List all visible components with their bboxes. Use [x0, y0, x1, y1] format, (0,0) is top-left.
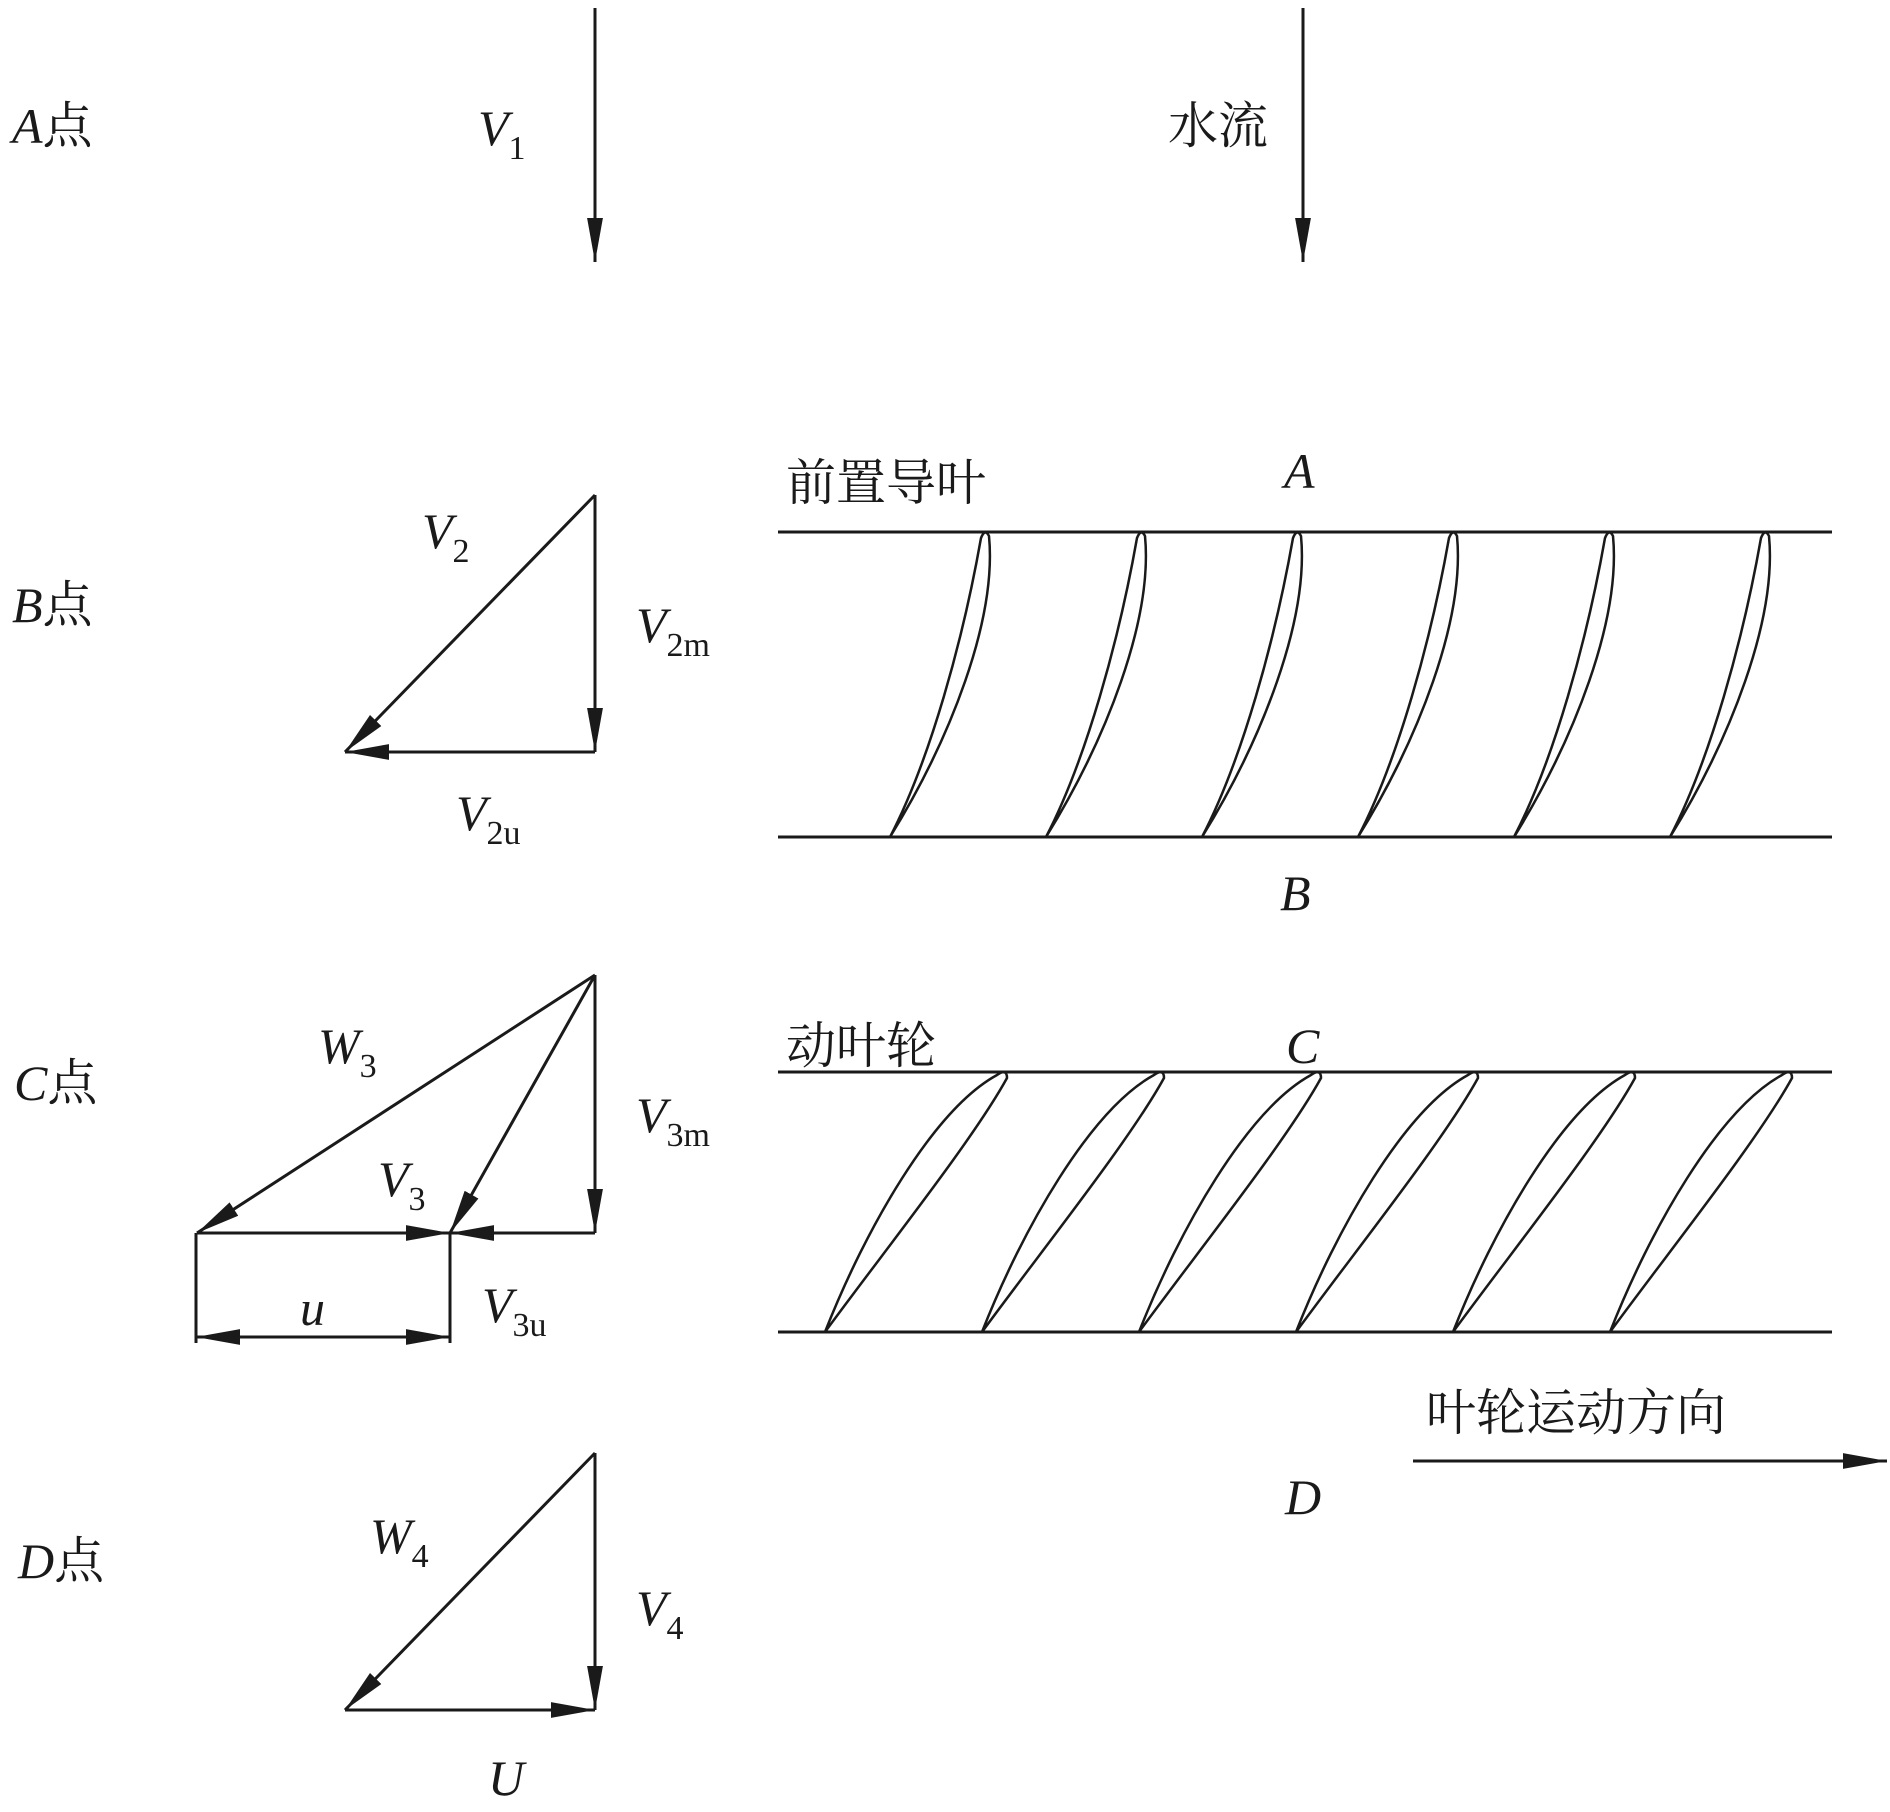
point-label-c: C点 — [14, 1054, 98, 1112]
v2m-label: $V_{2m}$ — [636, 597, 710, 664]
section-label-a: A — [1284, 443, 1315, 499]
guide-vane-blade — [1358, 532, 1458, 837]
rotor-blade — [1296, 1072, 1478, 1332]
v2-arrow — [345, 495, 595, 752]
rotor-label: 动叶轮 — [786, 1017, 936, 1075]
guide-vane-blade — [1670, 532, 1770, 837]
rotor-blade — [1453, 1072, 1635, 1332]
rotor-blade — [825, 1072, 1007, 1332]
guide-vane-blade — [1202, 532, 1302, 837]
v3u-label: $V_{3u}$ — [482, 1277, 547, 1344]
impeller-direction-label: 叶轮运动方向 — [1426, 1384, 1726, 1442]
w4-arrow — [345, 1453, 595, 1710]
U-label: U — [488, 1750, 525, 1806]
guide-vanes-blades — [890, 532, 1770, 837]
guide-vane-blade — [1514, 532, 1614, 837]
section-label-c: C — [1286, 1018, 1320, 1074]
section-label-b: B — [1280, 865, 1311, 921]
w4-label: $W_4$ — [370, 1508, 429, 1575]
section-label-d: D — [1285, 1469, 1322, 1525]
v3m-label: $V_{3m}$ — [636, 1087, 710, 1154]
u-label: u — [300, 1280, 325, 1336]
guide-vane-blade — [890, 532, 990, 837]
v4-label: $V_4$ — [636, 1580, 684, 1647]
w3-label: $W_3$ — [318, 1018, 377, 1085]
point-label-b: B点 — [12, 576, 93, 634]
v2u-label: $V_{2u}$ — [456, 785, 521, 852]
rotor-blades — [825, 1072, 1792, 1332]
point-label-a: A点 — [12, 97, 93, 155]
guide-vane-blade — [1046, 532, 1146, 837]
rotor-blade — [1139, 1072, 1321, 1332]
rotor-blade — [982, 1072, 1164, 1332]
point-label-d: D点 — [18, 1532, 105, 1590]
v3-label: $V_3$ — [378, 1151, 426, 1218]
v1-label: $V_1$ — [478, 100, 526, 167]
v3-arrow — [450, 975, 595, 1233]
rotor-blade — [1610, 1072, 1792, 1332]
guide-vanes-label: 前置导叶 — [786, 454, 986, 512]
v2-label: $V_2$ — [422, 503, 470, 570]
water-flow-label: 水流 — [1168, 97, 1268, 155]
